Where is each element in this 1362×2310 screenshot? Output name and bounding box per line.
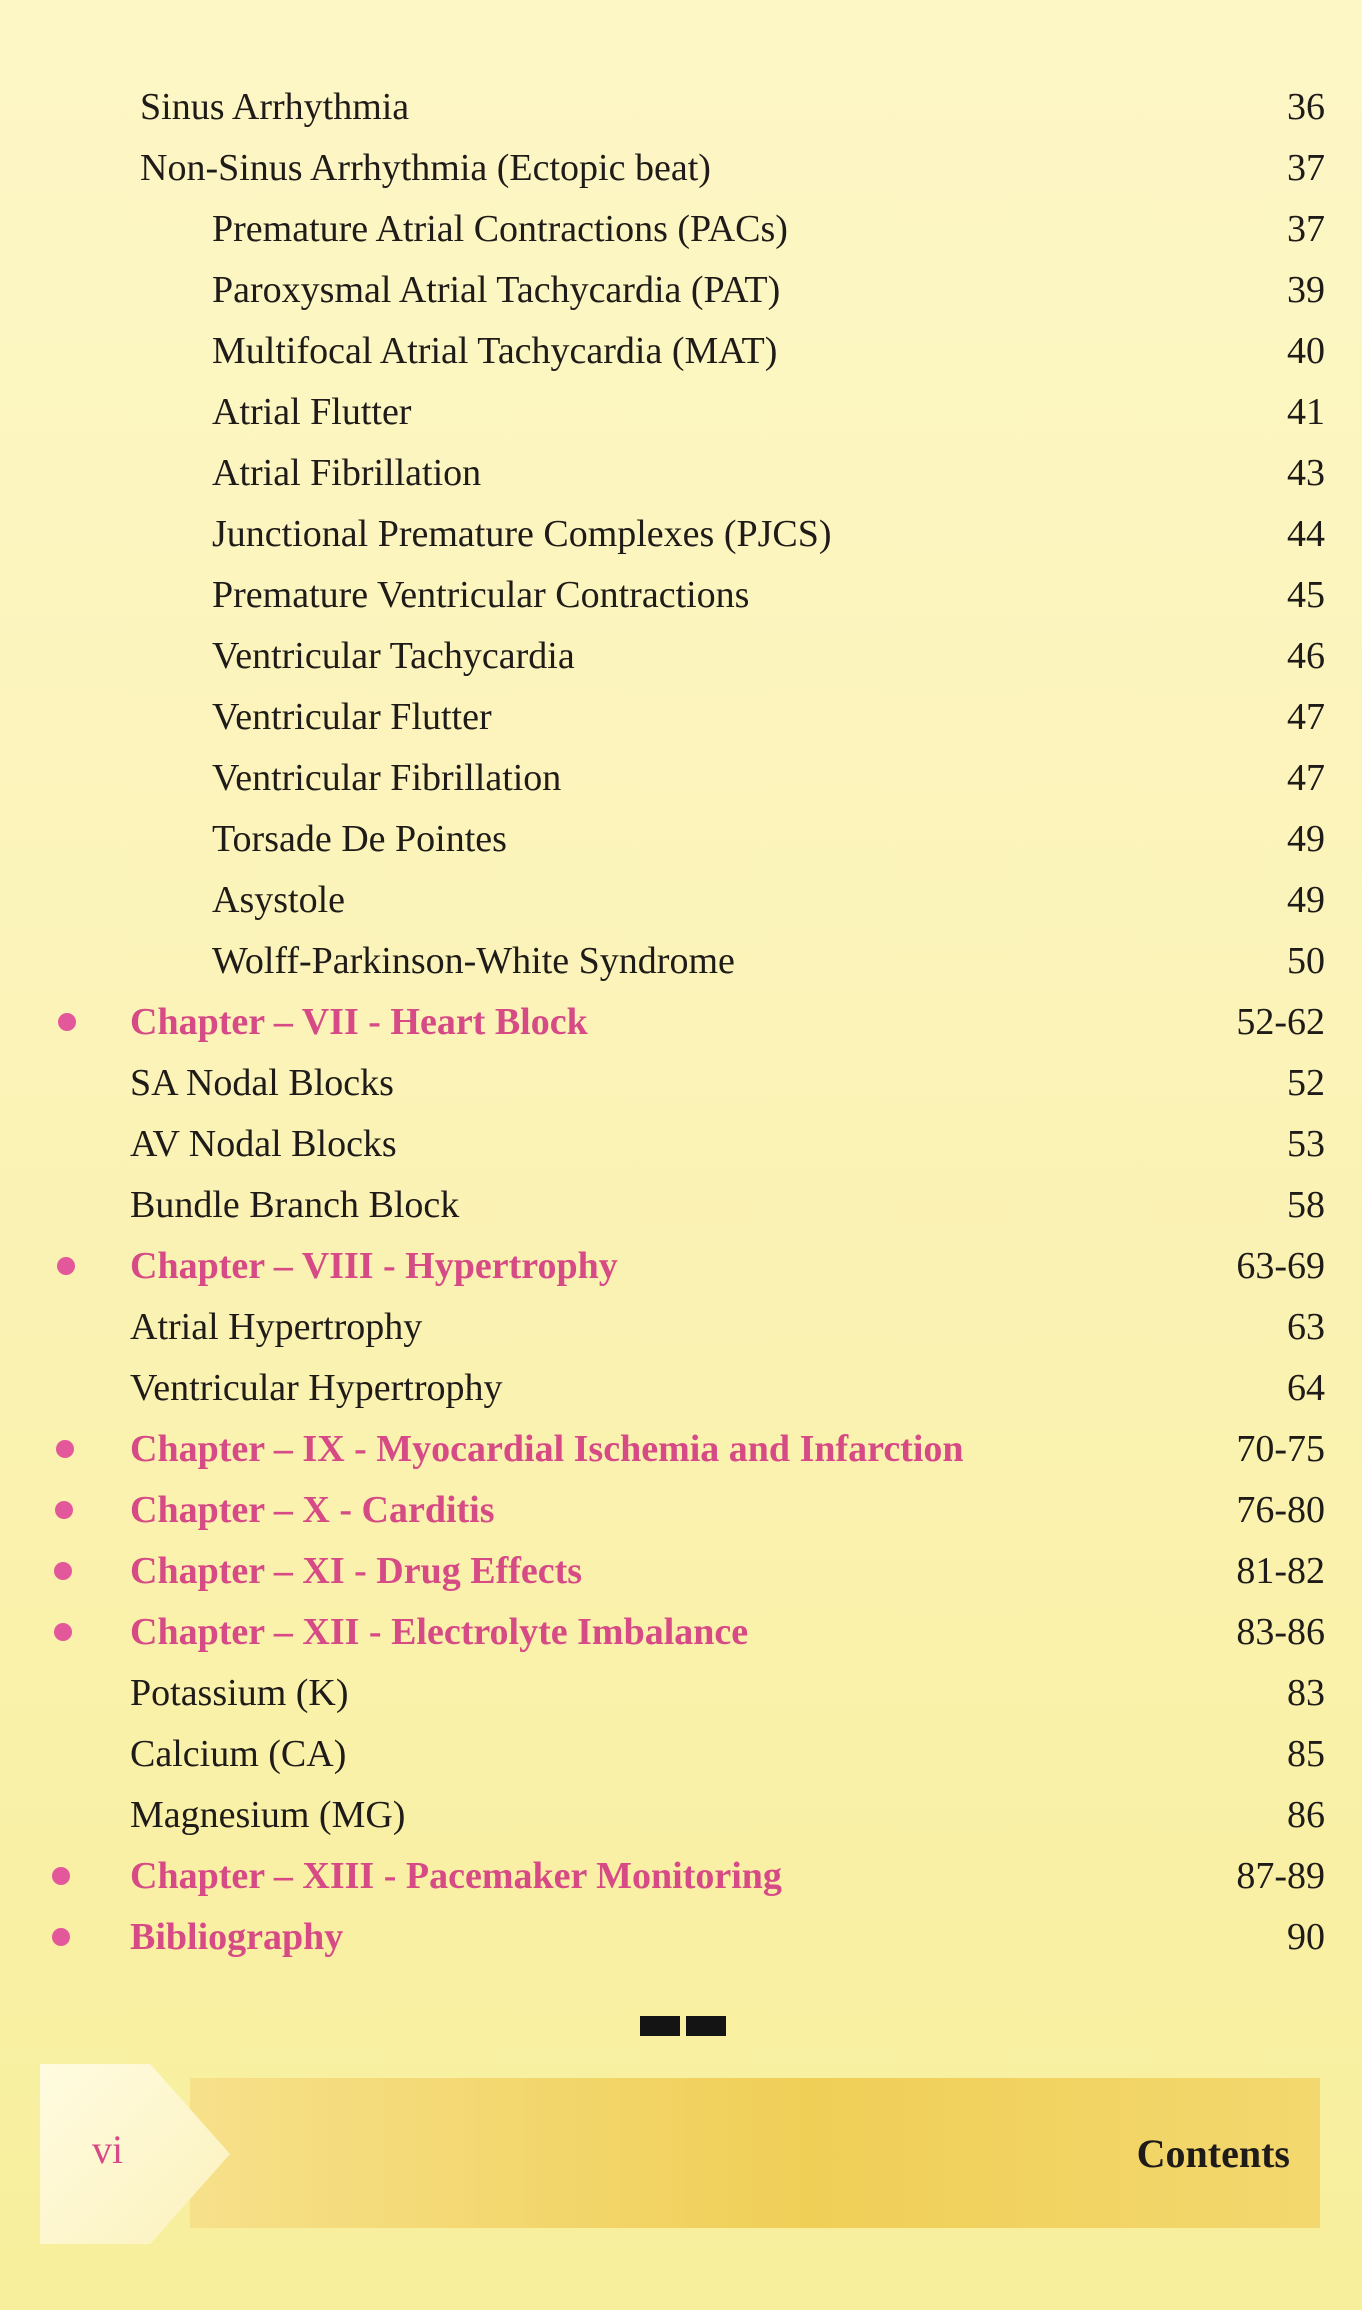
toc-entry [0,749,1362,807]
toc-chapter-title: Chapter – VII - Heart Block [130,1001,588,1043]
bullet-icon [55,1501,73,1519]
toc-entry-page: 41 [1287,391,1325,433]
toc-entry-page: 47 [1287,757,1325,799]
bullet-icon [52,1867,70,1885]
toc-chapter [0,1237,1362,1295]
toc-chapter [0,1481,1362,1539]
toc-entry-label: Multifocal Atrial Tachycardia (MAT) [212,330,778,372]
toc-entry [0,1115,1362,1173]
toc-entry-label: Calcium (CA) [130,1733,347,1775]
toc-entry-label: Premature Atrial Contractions (PACs) [212,208,788,250]
end-mark-block [686,2016,726,2036]
toc-chapter-title: Chapter – XII - Electrolyte Imbalance [130,1611,749,1653]
toc-chapter-pages: 76-80 [1236,1489,1325,1531]
toc-entry [0,932,1362,990]
toc-chapter [0,1420,1362,1478]
toc-entry-page: 45 [1287,574,1325,616]
toc-entry-label: Asystole [212,879,345,921]
toc-entry-page: 52 [1287,1062,1325,1104]
toc-entry-label: Magnesium (MG) [130,1794,406,1836]
bullet-icon [54,1623,72,1641]
toc-entry [0,1176,1362,1234]
toc-chapter-title: Chapter – IX - Myocardial Ischemia and Infarction [130,1428,964,1470]
toc-entry-page: 40 [1287,330,1325,372]
section-end-mark [640,2016,730,2038]
toc-entry [0,1359,1362,1417]
toc-entry [0,261,1362,319]
toc-entry [0,1786,1362,1844]
toc-entry-label: Sinus Arrhythmia [140,86,410,128]
toc-entry [0,200,1362,258]
toc-entry-page: 36 [1287,86,1325,128]
toc-chapter [0,1847,1362,1905]
toc-entry-label: Ventricular Hypertrophy [130,1367,503,1409]
toc-entry-page: 44 [1287,513,1325,555]
toc-entry-label: AV Nodal Blocks [130,1123,397,1165]
toc-entry [0,505,1362,563]
toc-entry [0,566,1362,624]
toc-chapter [0,1542,1362,1600]
toc-chapter-pages: 70-75 [1236,1428,1325,1470]
toc-entry-label: Atrial Hypertrophy [130,1306,423,1348]
toc-entry-page: 64 [1287,1367,1325,1409]
toc-entry-page: 47 [1287,696,1325,738]
toc-chapter-title: Chapter – X - Carditis [130,1489,495,1531]
toc-entry [0,78,1362,136]
toc-entry-label: Premature Ventricular Contractions [212,574,750,616]
toc-chapter-title: Chapter – VIII - Hypertrophy [130,1245,618,1287]
toc-chapter [0,1908,1362,1966]
toc-entry-page: 39 [1287,269,1325,311]
toc-entry-page: 49 [1287,879,1325,921]
toc-entry [0,383,1362,441]
toc-entry-label: Ventricular Tachycardia [212,635,575,677]
toc-entry-label: Wolff-Parkinson-White Syndrome [212,940,735,982]
toc-entry-page: 43 [1287,452,1325,494]
toc-entry [0,688,1362,746]
toc-chapter-pages: 90 [1287,1916,1325,1958]
bullet-icon [56,1440,74,1458]
bullet-icon [54,1562,72,1580]
toc-entry [0,871,1362,929]
toc-entry-page: 37 [1287,208,1325,250]
toc-entry-label: Paroxysmal Atrial Tachycardia (PAT) [212,269,781,311]
toc-chapter-title: Bibliography [130,1916,344,1958]
footer-section-title: Contents [1136,2131,1290,2176]
toc-chapter-pages: 52-62 [1236,1001,1325,1043]
toc-chapter-pages: 63-69 [1236,1245,1325,1287]
bullet-icon [57,1257,75,1275]
toc-chapter-title: Chapter – XIII - Pacemaker Monitoring [130,1855,782,1897]
toc-entry-label: Potassium (K) [130,1672,349,1714]
toc-entry-page: 86 [1287,1794,1325,1836]
toc-entry-label: Torsade De Pointes [212,818,507,860]
toc-entry-label: Atrial Flutter [212,391,412,433]
toc-entry-page: 46 [1287,635,1325,677]
toc-chapter [0,993,1362,1051]
bullet-icon [52,1928,70,1946]
toc-entry-page: 83 [1287,1672,1325,1714]
toc-entry [0,1725,1362,1783]
toc-entry-label: Non-Sinus Arrhythmia (Ectopic beat) [140,147,711,189]
toc-entry-page: 63 [1287,1306,1325,1348]
toc-entry [0,1298,1362,1356]
toc-chapter-pages: 81-82 [1236,1550,1325,1592]
toc-entry-page: 50 [1287,940,1325,982]
toc-entry-page: 49 [1287,818,1325,860]
toc-entry [0,444,1362,502]
toc-entry-label: Bundle Branch Block [130,1184,460,1226]
toc-chapter [0,1603,1362,1661]
toc-entry-label: Ventricular Fibrillation [212,757,562,799]
toc-chapter-pages: 87-89 [1236,1855,1325,1897]
toc-chapter-title: Chapter – XI - Drug Effects [130,1550,583,1592]
toc-entry-page: 58 [1287,1184,1325,1226]
toc-entry-label: Atrial Fibrillation [212,452,482,494]
end-mark-block [640,2016,680,2036]
toc-entry [0,139,1362,197]
toc-entry [0,627,1362,685]
toc-entry-page: 37 [1287,147,1325,189]
toc-chapter-pages: 83-86 [1236,1611,1325,1653]
bullet-icon [58,1013,76,1031]
toc-entry-label: Ventricular Flutter [212,696,492,738]
toc-entry [0,1664,1362,1722]
toc-entry-label: SA Nodal Blocks [130,1062,394,1104]
toc-entry-page: 85 [1287,1733,1325,1775]
toc-entry [0,810,1362,868]
toc-entry [0,322,1362,380]
footer-page-number: vi [92,2127,124,2172]
toc-entry-label: Junctional Premature Complexes (PJCS) [212,513,832,555]
toc-entry [0,1054,1362,1112]
toc-entry-page: 53 [1287,1123,1325,1165]
